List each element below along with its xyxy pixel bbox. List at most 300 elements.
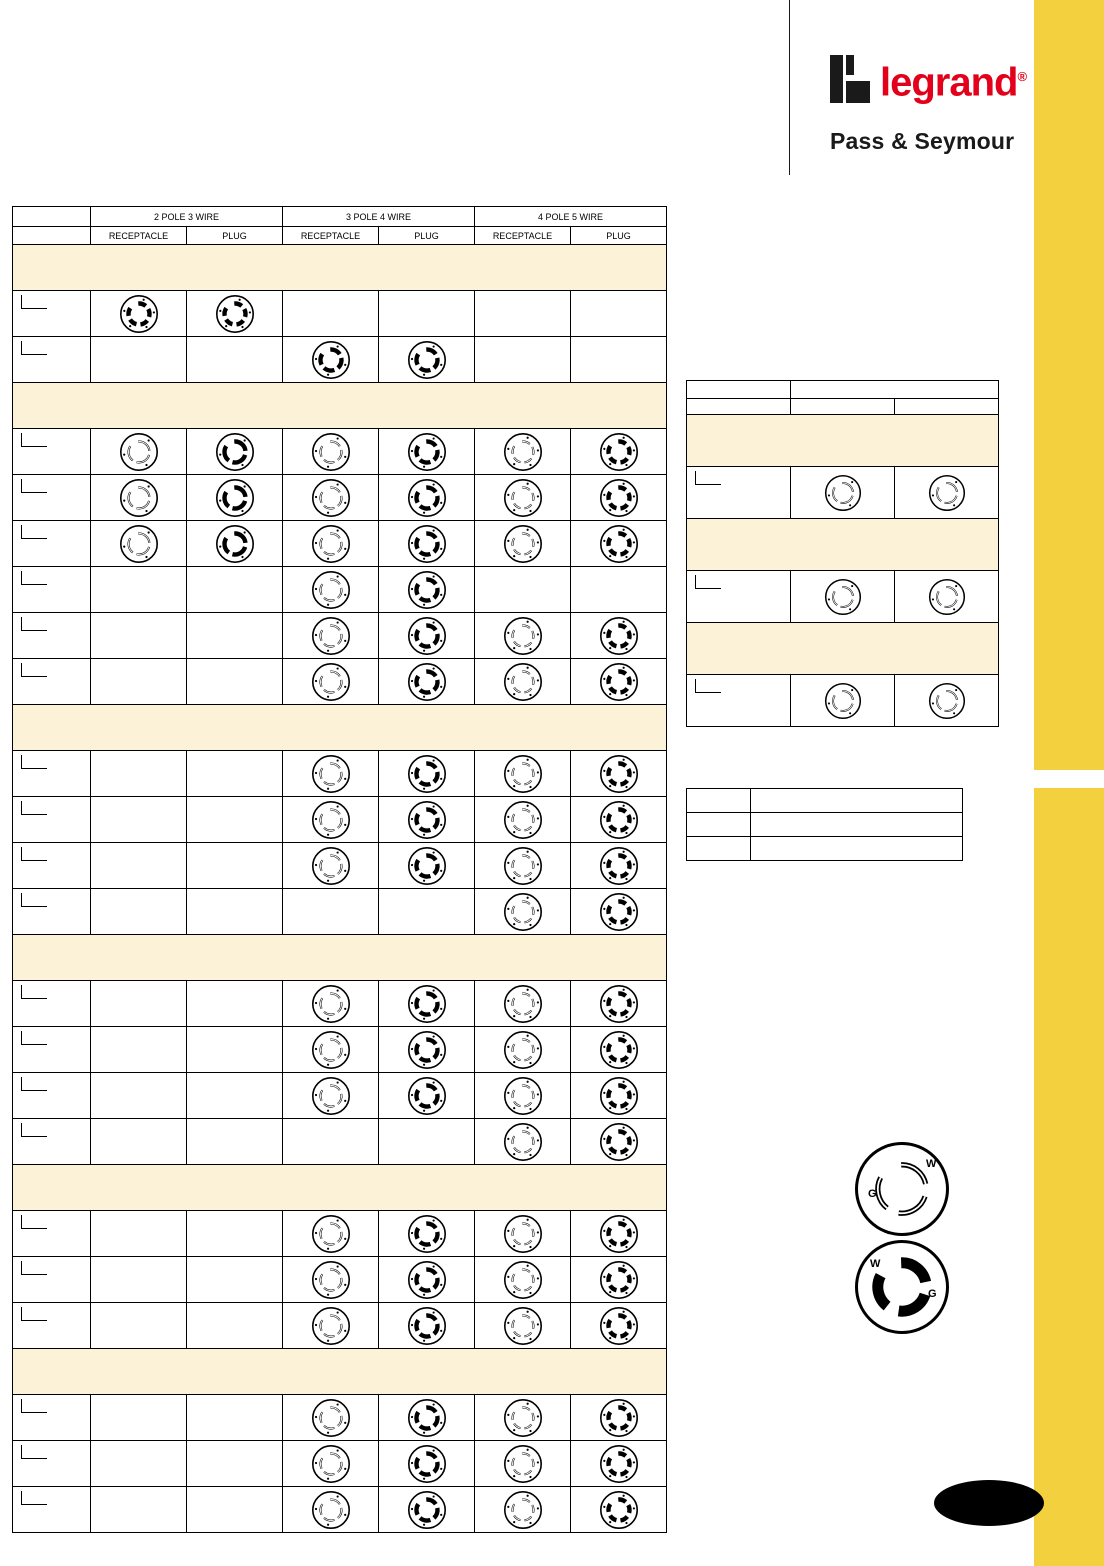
plug-icon [311, 340, 351, 380]
row-rating-label [13, 1257, 91, 1303]
section-band-row [687, 519, 999, 571]
row-label-tab [21, 1261, 47, 1275]
column-header [895, 399, 999, 415]
plug-icon [407, 1260, 447, 1300]
receptacle-icon [503, 1398, 543, 1438]
row-rating-label [13, 843, 91, 889]
row-rating-label [13, 567, 91, 613]
device-cell [283, 659, 379, 705]
row-label-tab [21, 1031, 47, 1045]
empty-cell [475, 567, 571, 613]
receptacle-icon [503, 1030, 543, 1070]
table-row [13, 843, 667, 889]
plug-icon [407, 1214, 447, 1254]
device-cell [475, 1119, 571, 1165]
plug-icon [599, 754, 639, 794]
row-rating-label [13, 429, 91, 475]
empty-cell [91, 981, 187, 1027]
plug-icon [407, 800, 447, 840]
device-cell [283, 337, 379, 383]
empty-cell [187, 889, 283, 935]
plug-icon [407, 1444, 447, 1484]
device-cell [379, 1027, 475, 1073]
device-cell [791, 571, 895, 623]
plug-icon [599, 1030, 639, 1070]
empty-cell [187, 659, 283, 705]
table-row [13, 797, 667, 843]
receptacle-icon [503, 984, 543, 1024]
row-label-tab [21, 847, 47, 861]
table-row [13, 1257, 667, 1303]
receptacle-icon [311, 800, 351, 840]
empty-cell [187, 1487, 283, 1533]
device-cell [379, 429, 475, 475]
receptacle-icon [311, 662, 351, 702]
column-header: PLUG [571, 227, 667, 245]
table-row [13, 1441, 667, 1487]
column-header: RECEPTACLE [283, 227, 379, 245]
column-group-header [13, 207, 91, 227]
device-cell [379, 843, 475, 889]
device-cell [283, 1303, 379, 1349]
empty-cell [187, 1027, 283, 1073]
device-cell [571, 1395, 667, 1441]
legend-row [687, 789, 963, 813]
receptacle-icon [928, 682, 966, 720]
plug-icon [215, 524, 255, 564]
plug-icon [599, 1214, 639, 1254]
device-cell [571, 429, 667, 475]
section-band-row [13, 383, 667, 429]
column-group-header: 2 POLE 3 WIRE [91, 207, 283, 227]
column-header [791, 399, 895, 415]
device-cell [475, 889, 571, 935]
empty-cell [187, 1257, 283, 1303]
section-band-row [13, 245, 667, 291]
column-group-header: 4 POLE 5 WIRE [475, 207, 667, 227]
table-row [13, 337, 667, 383]
column-group-header: 3 POLE 4 WIRE [283, 207, 475, 227]
device-cell [475, 1303, 571, 1349]
section-band-label [13, 245, 667, 291]
empty-cell [187, 981, 283, 1027]
receptacle-icon [503, 662, 543, 702]
receptacle-icon [311, 1260, 351, 1300]
row-rating-label [687, 571, 791, 623]
receptacle-icon [503, 1260, 543, 1300]
table-row [687, 467, 999, 519]
device-cell [379, 613, 475, 659]
row-rating-label [13, 659, 91, 705]
device-cell [283, 1395, 379, 1441]
receptacle-icon [503, 616, 543, 656]
column-header [687, 399, 791, 415]
table-row [13, 1119, 667, 1165]
section-band-row [687, 415, 999, 467]
plug-icon [407, 570, 447, 610]
table-row [13, 291, 667, 337]
legend-code [687, 789, 751, 813]
receptacle-icon [311, 984, 351, 1024]
device-cell [571, 1211, 667, 1257]
receptacle-icon [311, 1214, 351, 1254]
empty-cell [187, 1441, 283, 1487]
receptacle-icon [311, 616, 351, 656]
plug-icon [599, 1260, 639, 1300]
column-header: PLUG [187, 227, 283, 245]
device-cell [571, 889, 667, 935]
device-cell [475, 843, 571, 889]
empty-cell [91, 843, 187, 889]
row-rating-label [13, 1027, 91, 1073]
empty-cell [379, 291, 475, 337]
receptacle-icon [311, 478, 351, 518]
device-cell [475, 429, 571, 475]
row-rating-label [13, 521, 91, 567]
receptacle-icon [824, 578, 862, 616]
section-band-row [687, 623, 999, 675]
empty-cell [187, 797, 283, 843]
receptacle-icon [503, 754, 543, 794]
device-cell [475, 1487, 571, 1533]
column-header: PLUG [379, 227, 475, 245]
table-row [13, 613, 667, 659]
device-cell [379, 1441, 475, 1487]
row-label-tab [21, 295, 47, 309]
column-header: RECEPTACLE [475, 227, 571, 245]
device-cell [379, 475, 475, 521]
plug-icon [599, 1398, 639, 1438]
legend-table [686, 788, 962, 861]
empty-cell [91, 1027, 187, 1073]
section-band-label [687, 519, 999, 571]
plug-icon [599, 984, 639, 1024]
device-cell [379, 981, 475, 1027]
device-cell [379, 797, 475, 843]
row-rating-label [13, 613, 91, 659]
receptacle-icon [311, 1398, 351, 1438]
table-row [13, 1487, 667, 1533]
page-number-badge [934, 1480, 1044, 1526]
plug-icon [599, 1306, 639, 1346]
device-cell [571, 1303, 667, 1349]
row-rating-label [13, 889, 91, 935]
row-label-tab [21, 571, 47, 585]
empty-cell [379, 889, 475, 935]
device-cell [571, 1441, 667, 1487]
brand-subtitle: Pass & Seymour [830, 128, 1015, 154]
table-row [13, 567, 667, 613]
empty-cell [91, 1441, 187, 1487]
empty-cell [91, 1487, 187, 1533]
receptacle-icon [503, 1122, 543, 1162]
section-band-label [13, 1165, 667, 1211]
device-cell [571, 1257, 667, 1303]
device-cell [475, 1211, 571, 1257]
receptacle-icon [311, 846, 351, 886]
receptacle-icon [928, 474, 966, 512]
device-cell [283, 751, 379, 797]
plug-icon [407, 754, 447, 794]
device-cell [791, 467, 895, 519]
receptacle-icon [824, 474, 862, 512]
column-header [13, 227, 91, 245]
empty-cell [475, 337, 571, 383]
row-label-tab [21, 479, 47, 493]
receptacle-icon [503, 892, 543, 932]
device-cell [379, 1487, 475, 1533]
plug-icon [407, 662, 447, 702]
legrand-mark-icon [830, 55, 870, 103]
brand-header [789, 0, 1027, 175]
empty-cell [571, 567, 667, 613]
device-cell [571, 797, 667, 843]
empty-cell [91, 1257, 187, 1303]
row-label-tab [695, 575, 721, 589]
empty-cell [187, 751, 283, 797]
empty-cell [283, 1119, 379, 1165]
empty-cell [187, 1211, 283, 1257]
device-cell [475, 659, 571, 705]
device-cell [571, 613, 667, 659]
receptacle-icon [503, 524, 543, 564]
empty-cell [91, 889, 187, 935]
empty-header [687, 381, 791, 399]
empty-cell [571, 337, 667, 383]
plug-icon [599, 846, 639, 886]
device-cell [283, 1257, 379, 1303]
device-cell [475, 981, 571, 1027]
table-row [13, 1395, 667, 1441]
section-band-label [13, 705, 667, 751]
device-cell [283, 1027, 379, 1073]
row-rating-label [13, 475, 91, 521]
receptacle-icon [503, 846, 543, 886]
device-cell [283, 1487, 379, 1533]
empty-cell [187, 843, 283, 889]
row-rating-label [13, 1487, 91, 1533]
row-label-tab [21, 341, 47, 355]
device-cell [895, 675, 999, 727]
section-band-label [13, 383, 667, 429]
empty-cell [187, 337, 283, 383]
section-band-row [13, 1349, 667, 1395]
row-label-tab [21, 755, 47, 769]
device-cell [571, 475, 667, 521]
plug-icon [599, 616, 639, 656]
device-cell [379, 521, 475, 567]
device-cell [475, 475, 571, 521]
receptacle-icon [311, 754, 351, 794]
device-cell [187, 521, 283, 567]
row-label-tab [21, 893, 47, 907]
empty-cell [91, 567, 187, 613]
plug-icon [599, 892, 639, 932]
device-cell [475, 613, 571, 659]
device-cell [895, 467, 999, 519]
empty-cell [91, 797, 187, 843]
table-row [13, 659, 667, 705]
device-cell [283, 567, 379, 613]
receptacle-icon [503, 1490, 543, 1530]
table-subheader-row [13, 227, 667, 245]
receptacle-icon [503, 800, 543, 840]
receptacle-icon [503, 1444, 543, 1484]
device-cell [379, 1303, 475, 1349]
row-label-tab [21, 1491, 47, 1505]
row-rating-label [13, 981, 91, 1027]
row-rating-label [13, 1395, 91, 1441]
empty-cell [187, 1395, 283, 1441]
table-row [13, 1073, 667, 1119]
empty-cell [187, 1303, 283, 1349]
empty-cell [91, 1303, 187, 1349]
plug-icon [407, 1030, 447, 1070]
plug-icon [407, 616, 447, 656]
device-cell [571, 1073, 667, 1119]
section-band-row [13, 705, 667, 751]
table-header-row [687, 381, 999, 399]
empty-cell [187, 613, 283, 659]
receptacle-icon [311, 1076, 351, 1116]
device-cell [283, 843, 379, 889]
table-row [13, 889, 667, 935]
sample-plug [855, 1240, 949, 1334]
table-row [13, 1303, 667, 1349]
table-row [13, 1211, 667, 1257]
table-row [13, 1027, 667, 1073]
device-cell [475, 521, 571, 567]
row-label-tab [21, 1077, 47, 1091]
device-cell [283, 1073, 379, 1119]
receptacle-icon [311, 1444, 351, 1484]
device-cell [91, 521, 187, 567]
sample-receptacle [855, 1142, 949, 1236]
device-cell [571, 521, 667, 567]
section-band-label [13, 1349, 667, 1395]
device-cell [379, 1257, 475, 1303]
device-cell [283, 1211, 379, 1257]
legrand-logo-icon [830, 55, 1026, 104]
device-cell [895, 571, 999, 623]
empty-cell [283, 889, 379, 935]
device-cell [283, 429, 379, 475]
empty-cell [91, 1211, 187, 1257]
empty-cell [475, 291, 571, 337]
table-header-row [13, 207, 667, 227]
device-cell [475, 797, 571, 843]
device-cell [379, 1073, 475, 1119]
table-row [13, 751, 667, 797]
device-cell [283, 981, 379, 1027]
row-rating-label [13, 797, 91, 843]
empty-cell [91, 613, 187, 659]
device-cell [379, 1395, 475, 1441]
device-cell [379, 1211, 475, 1257]
plug-icon [407, 432, 447, 472]
receptacle-icon [503, 1076, 543, 1116]
device-cell [91, 291, 187, 337]
device-cell [475, 1395, 571, 1441]
legend-desc [751, 813, 963, 837]
device-cell [187, 291, 283, 337]
plug-icon [599, 524, 639, 564]
row-label-tab [21, 1445, 47, 1459]
receptacle-icon [311, 570, 351, 610]
plug-icon [407, 1490, 447, 1530]
legend-desc [751, 789, 963, 813]
terminal-label: W [926, 1158, 937, 1170]
device-cell [571, 659, 667, 705]
row-rating-label [13, 1073, 91, 1119]
receptacle-icon [503, 1214, 543, 1254]
empty-cell [379, 1119, 475, 1165]
empty-cell [91, 1073, 187, 1119]
receptacle-icon [503, 432, 543, 472]
plug-icon [407, 1398, 447, 1438]
row-rating-label [13, 1303, 91, 1349]
device-cell [379, 659, 475, 705]
receptacle-icon [119, 478, 159, 518]
device-cell [475, 1027, 571, 1073]
row-label-tab [21, 1307, 47, 1321]
device-cell [283, 475, 379, 521]
page-side-band-notch [1034, 770, 1104, 788]
device-cell [187, 429, 283, 475]
plug-icon [599, 800, 639, 840]
device-cell [283, 797, 379, 843]
column-group-header [791, 381, 999, 399]
registered-icon: ® [1017, 69, 1027, 84]
table-row [13, 521, 667, 567]
device-cell [379, 337, 475, 383]
device-cell [475, 751, 571, 797]
plug-icon [407, 984, 447, 1024]
device-cell [571, 1119, 667, 1165]
row-rating-label [13, 1119, 91, 1165]
plug-icon [407, 1076, 447, 1116]
terminal-label: W [870, 1258, 881, 1270]
row-label-tab [21, 433, 47, 447]
table-row [687, 571, 999, 623]
column-header: RECEPTACLE [91, 227, 187, 245]
legend-code [687, 837, 751, 861]
receptacle-icon [311, 1306, 351, 1346]
row-label-tab [21, 801, 47, 815]
receptacle-icon [119, 432, 159, 472]
device-cell [91, 429, 187, 475]
empty-cell [283, 291, 379, 337]
legend-row [687, 813, 963, 837]
plug-icon [407, 524, 447, 564]
row-rating-label [13, 337, 91, 383]
row-rating-label [13, 751, 91, 797]
row-label-tab [695, 679, 721, 693]
empty-cell [91, 1119, 187, 1165]
terminal-label: G [868, 1188, 877, 1200]
locking-device-chart [12, 206, 652, 1533]
section-band-row [13, 1165, 667, 1211]
empty-cell [187, 1073, 283, 1119]
device-cell [571, 843, 667, 889]
empty-cell [91, 337, 187, 383]
row-label-tab [21, 663, 47, 677]
table-row [13, 429, 667, 475]
receptacle-icon [311, 524, 351, 564]
device-cell [187, 475, 283, 521]
plug-icon [215, 432, 255, 472]
plug-icon [119, 294, 159, 334]
